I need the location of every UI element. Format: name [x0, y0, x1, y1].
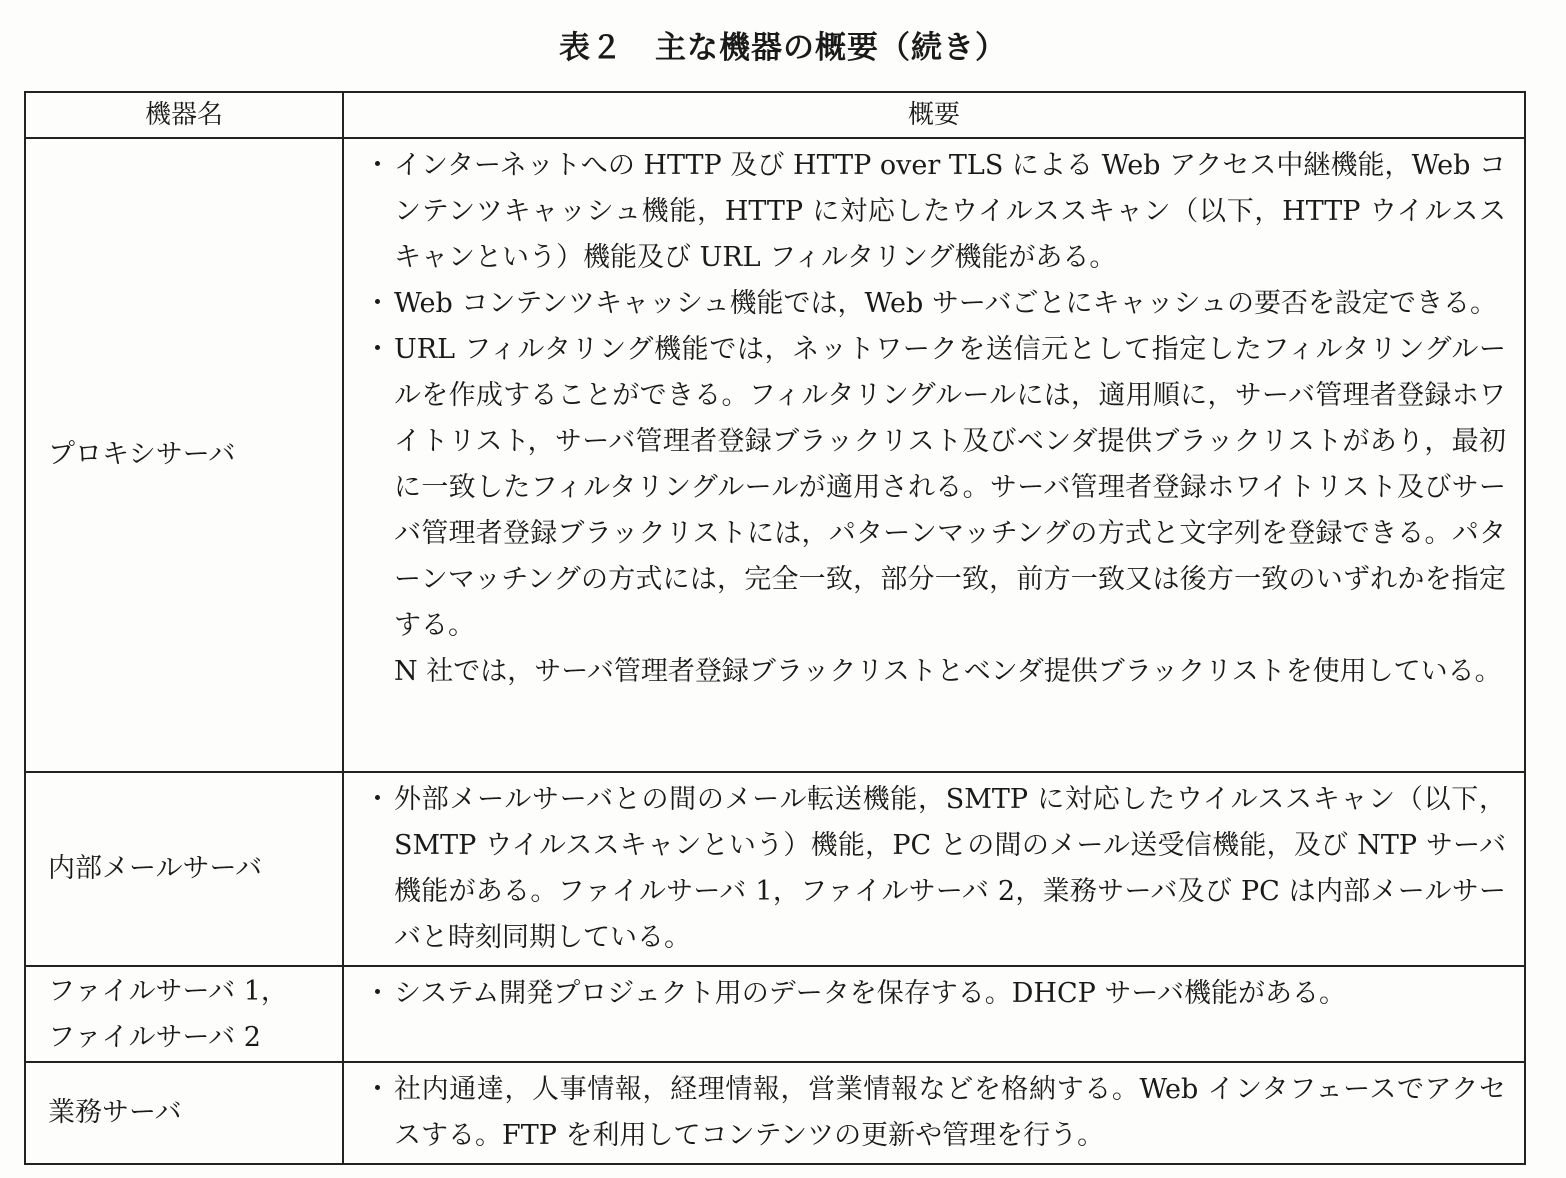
device-summary-table [24, 91, 1526, 1165]
summary-cell [343, 138, 1525, 772]
header-summary: 概要 [343, 92, 1525, 138]
table-row-file-servers [25, 966, 1525, 1062]
device-name-cell [25, 1062, 343, 1164]
summary-note: N 社では，サーバ管理者登録ブラックリストとベンダ提供ブラックリストを使用している。 [394, 656, 1502, 687]
table-header-row [25, 92, 1525, 138]
device-name: 内部メールサーバ [48, 853, 263, 884]
table-row-business-server [25, 1062, 1525, 1164]
summary-bullet: ・ 外部メールサーバとの間のメール転送機能，SMTP に対応したウイルススキャン（以下，SMTP ウイルススキャンという）機能，PC との間のメール送受信機能，及び NTP サーバ機能がある。ファイルサーバ 1，ファイルサーバ 2，業務サーバ及び PC は内部メールサーバと時刻同期している。 [372, 777, 1506, 961]
summary-cell [343, 966, 1525, 1062]
device-name-cell [25, 772, 343, 966]
device-name-line: ファイルサーバ 2 [48, 1022, 261, 1053]
summary-bullet: ・ システム開発プロジェクト用のデータを保存する。DHCP サーバ機能がある。 [372, 971, 1506, 1017]
summary-bullet: ・ URL フィルタリング機能では，ネットワークを送信元として指定したフィルタリングルールを作成することができる。フィルタリングルールには，適用順に，サーバ管理者登録ホワイトリスト，サーバ管理者登録ブラックリスト及びベンダ提供ブラックリストがあり，最初に一致したフィルタリングルールが適用される。サーバ管理者登録ホワイトリスト及びサーバ管理者登録ブラックリストには，パターンマッチングの方式と文字列を登録できる。パターンマッチングの方式には，完全一致，部分一致，前方一致又は後方一致のいずれかを指定する。 [372, 327, 1506, 649]
device-name-line: ファイルサーバ 1， [48, 976, 288, 1007]
device-name: 業務サーバ [48, 1097, 182, 1128]
summary-bullet: ・ インターネットへの HTTP 及び HTTP over TLS による Web アクセス中継機能，Web コンテンツキャッシュ機能，HTTP に対応したウイルススキャン（以下，HTTP ウイルススキャンという）機能及び URL フィルタリング機能がある。 [372, 143, 1506, 281]
device-name: プロキシサーバ [48, 439, 236, 470]
table-title: 表２ 主な機器の概要（続き） [559, 30, 1007, 66]
summary-bullet: ・ 社内通達，人事情報，経理情報，営業情報などを格納する。Web インタフェースでアクセスする。FTP を利用してコンテンツの更新や管理を行う。 [372, 1067, 1506, 1159]
summary-bullet: ・ Web コンテンツキャッシュ機能では，Web サーバごとにキャッシュの要否を設定できる。 [372, 281, 1506, 327]
device-name-cell [25, 138, 343, 772]
table-row-proxy-server [25, 138, 1525, 772]
summary-cell [343, 772, 1525, 966]
header-device-name: 機器名 [25, 92, 343, 138]
summary-cell [343, 1062, 1525, 1164]
table-row-internal-mail-server [25, 772, 1525, 966]
device-name-cell [25, 966, 343, 1062]
